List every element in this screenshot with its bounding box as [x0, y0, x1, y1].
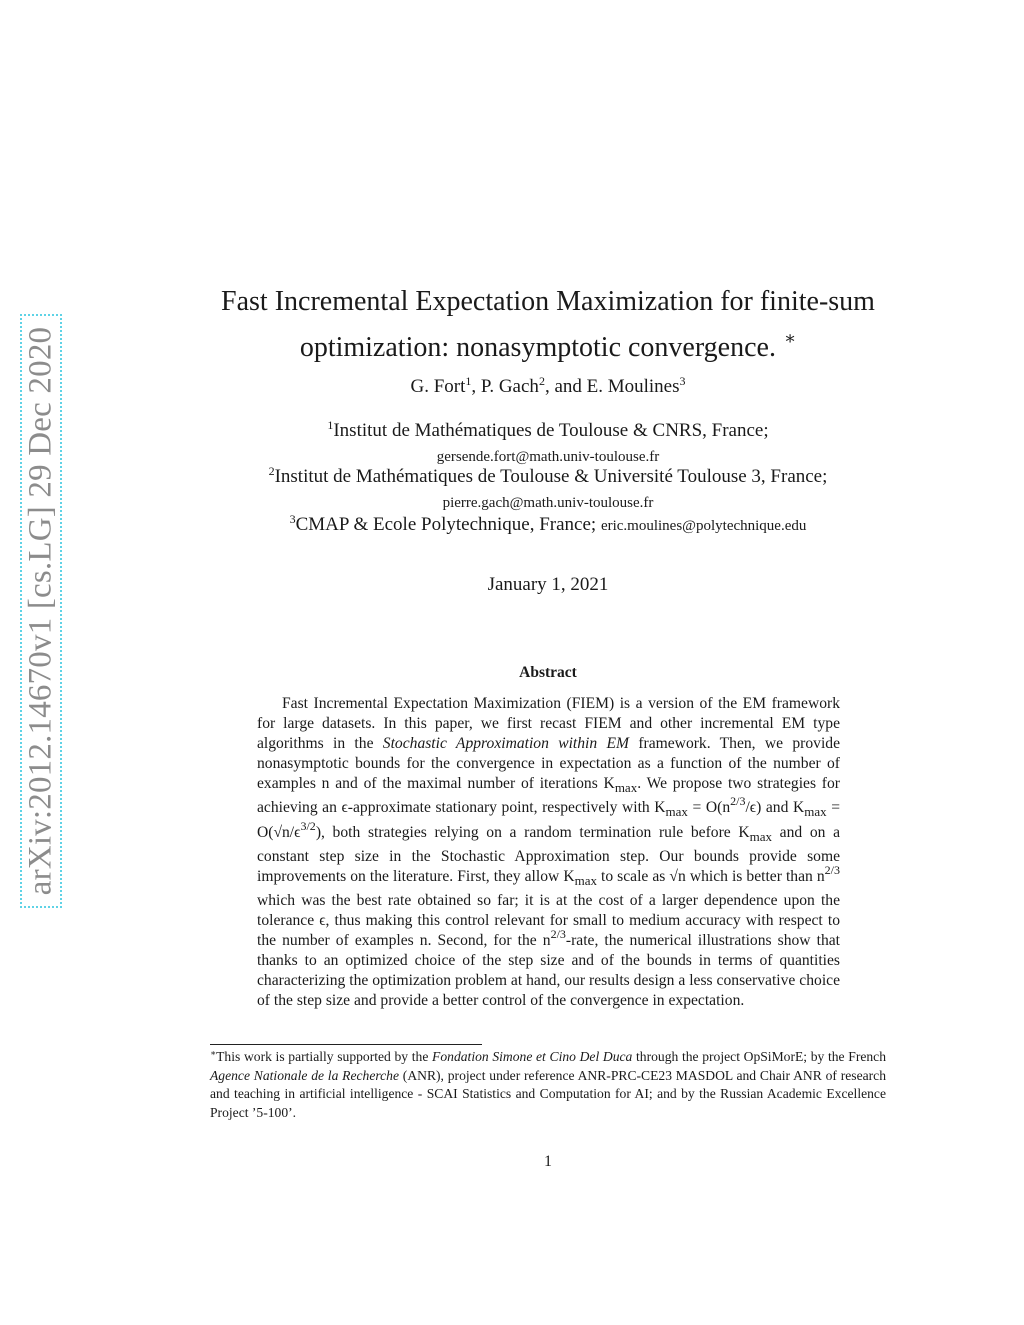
footnote-part: through the project OpSiMorE; by the French: [632, 1049, 887, 1064]
abstract-sub: max: [665, 804, 688, 820]
abstract-part: -rate, the numerical illustrations show that thanks to an optimized choice of the step size and of the bounds in terms of quantities characterizing the optimization problem at hand, our results design a less conservative choice of the step size and provide a better control of the convergence in expectation.: [257, 931, 840, 1010]
abstract-sub: max: [614, 780, 638, 796]
abstract-sub: max: [749, 828, 772, 844]
footnote-part: (ANR), project under reference ANR-PRC-CE23 MASDOL and Chair ANR of research and teaching in artificial intelligence - SCAI Statistics and Computation for AI; and by the Russian Academic Excellence Project ’5-100’.: [210, 1067, 886, 1120]
abstract-part: which was the best rate obtained so far; it is at the cost of a larger dependence upon the tolerance ϵ, thus making this control relevant for small to medium accuracy with respect to the number of examples n. Second, for the n: [257, 891, 840, 949]
abstract-sup: 2/3: [824, 862, 840, 877]
abstract-sub: max: [574, 872, 597, 888]
affiliation-2: [210, 464, 886, 490]
affiliation-1-email: gersende.fort@math.univ-toulouse.fr: [436, 449, 660, 465]
footnote-italic: Agence Nationale de la Recherche: [210, 1067, 400, 1083]
affiliation-3-email: eric.moulines@polytechnique.edu: [600, 518, 807, 534]
abstract-sup: 3/2: [300, 818, 316, 833]
footnote-mark: ∗: [210, 1048, 217, 1058]
affiliation-1-text: Institut de Mathématiques de Toulouse & CNRS, France;: [333, 420, 769, 441]
affiliation-3-text: CMAP & Ecole Polytechnique, France;: [295, 514, 597, 535]
abstract-part: framework. Then, we provide nonasymptotic bounds for the convergence in expectation as a function of the number of examples n and of the maximal number of iterations K: [257, 735, 841, 793]
footnote-italic: Fondation Simone et Cino Del Duca: [432, 1049, 633, 1064]
abstract-part: to scale as √n which is better than n: [596, 867, 825, 885]
title-line-1: Fast Incremental Expectation Maximization for finite-sum: [221, 286, 875, 317]
abstract-sup: 2/3: [550, 926, 566, 941]
affiliation-2-sup: 2: [268, 464, 275, 478]
abstract-sub: max: [804, 804, 827, 820]
author-fort: G. Fort: [410, 376, 466, 397]
page-number: 1: [544, 1153, 552, 1170]
abstract-part: Fast Incremental Expectation Maximization (FIEM) is a version of the EM framework for large datasets. In this paper, we first recast FIEM and other incremental EM type algorithms in the: [257, 695, 840, 753]
affiliation-1-sup: 1: [327, 418, 334, 432]
abstract-part: = O(n: [687, 799, 731, 817]
paper-date: January 1, 2021: [487, 574, 609, 595]
title-line-2-text: optimization: nonasymptotic convergence.: [299, 332, 776, 363]
abstract-heading: Abstract: [519, 664, 577, 681]
abstract-part: = O(√n/ϵ: [257, 799, 840, 841]
author-gach: , P. Gach: [471, 376, 539, 397]
footnote-divider: [210, 1044, 482, 1045]
abstract-sup: 2/3: [730, 794, 746, 809]
affiliation-1: [210, 418, 886, 444]
abstract-part: /ϵ) and K: [745, 799, 805, 817]
arxiv-stamp: [20, 314, 62, 908]
author-gach-sup: 2: [538, 374, 545, 388]
abstract-part: and on a constant step size in the Stochastic Approximation step. Our bounds provide some improvements on the literature. First, they allow K: [257, 823, 840, 885]
affiliation-2-text: Institut de Mathématiques de Toulouse & Université Toulouse 3, France;: [274, 466, 828, 487]
abstract-text: [257, 694, 840, 1011]
paper-title: [210, 284, 886, 366]
title-footnote-mark: ∗: [783, 328, 797, 348]
abstract-part: . We propose two strategies for achieving an ϵ-approximate stationary point, respectively with K: [257, 775, 840, 817]
affiliation-3: [210, 512, 886, 539]
author-moulines-sup: 3: [679, 374, 686, 388]
title-line-2: [210, 320, 886, 366]
affiliation-2-email: pierre.gach@math.univ-toulouse.fr: [442, 495, 654, 511]
author-moulines: , and E. Moulines: [544, 376, 680, 397]
affiliation-3-sup: 3: [289, 512, 296, 526]
footnote: [210, 1048, 886, 1122]
author-fort-sup: 1: [465, 374, 472, 388]
abstract-italic: Stochastic Approximation within EM: [382, 735, 630, 753]
footnote-part: This work is partially supported by the: [216, 1049, 433, 1064]
author-list: [210, 376, 886, 398]
arxiv-stamp-text: arXiv:2012.14670v1 [cs.LG] 29 Dec 2020: [22, 326, 59, 896]
abstract-part: ), both strategies relying on a random termination rule before K: [315, 823, 750, 841]
